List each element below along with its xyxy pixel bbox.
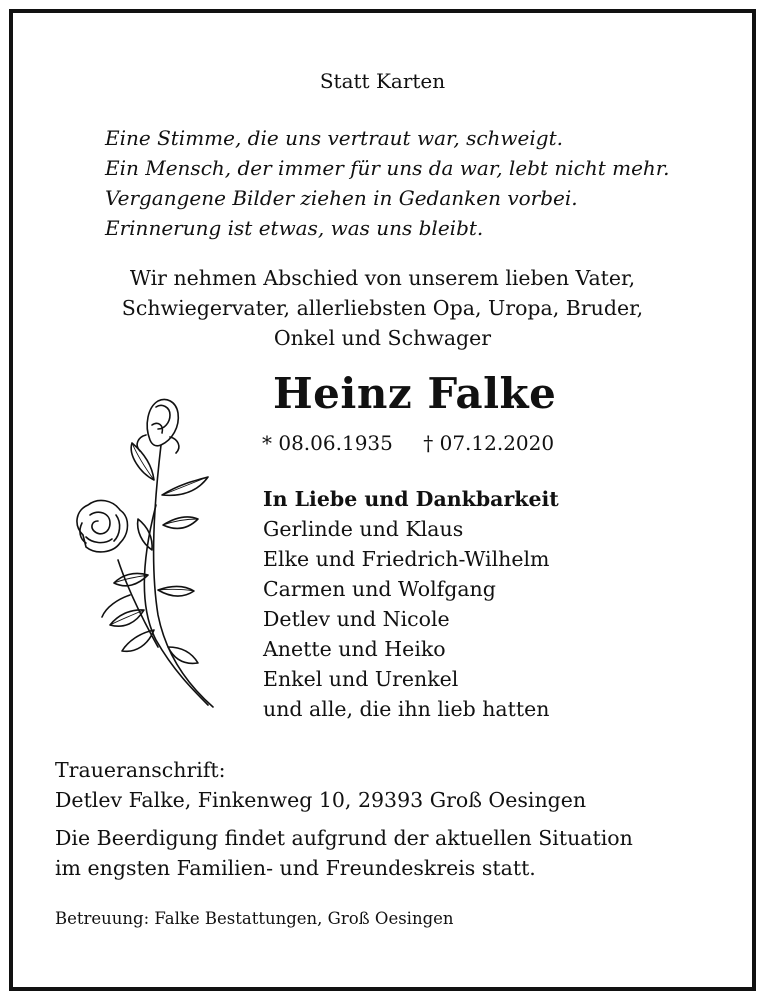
family-member: Gerlinde und Klaus: [263, 517, 464, 541]
obituary-notice: [9, 9, 756, 991]
family-member: Enkel und Urenkel: [263, 667, 459, 691]
funeral-home-credit: Betreuung: Falke Bestattungen, Groß Oesingen: [55, 909, 454, 928]
family-member: Anette und Heiko: [263, 637, 446, 661]
poem-line: Erinnerung ist etwas, was uns bleibt.: [105, 216, 484, 240]
address-label: Traueranschrift:: [55, 758, 226, 782]
death-date: † 07.12.2020: [423, 431, 555, 455]
life-dates: [262, 431, 554, 455]
family-member: und alle, die ihn lieb hatten: [263, 697, 550, 721]
funeral-line: Die Beerdigung findet aufgrund der aktuellen Situation: [55, 826, 633, 850]
poem-line: Eine Stimme, die uns vertraut war, schweigt.: [105, 126, 563, 150]
family-member: Detlev und Nicole: [263, 607, 450, 631]
birth-date: * 08.06.1935: [262, 431, 393, 455]
intro-text: [13, 263, 752, 353]
poem-line: Vergangene Bilder ziehen in Gedanken vorbei.: [105, 186, 578, 210]
rose-drawing-icon: [58, 385, 218, 715]
mourning-address: [55, 755, 586, 815]
intro-line: Onkel und Schwager: [273, 326, 492, 350]
address-line: Detlev Falke, Finkenweg 10, 29393 Groß Oesingen: [55, 788, 587, 812]
family-heading: In Liebe und Dankbarkeit: [263, 487, 559, 511]
family-list: [263, 484, 559, 724]
intro-line: Schwiegervater, allerliebsten Opa, Uropa, Bruder,: [121, 296, 644, 320]
poem: [105, 123, 670, 243]
family-member: Carmen und Wolfgang: [263, 577, 496, 601]
header-statt-karten: Statt Karten: [319, 69, 446, 93]
funeral-notice: [55, 823, 633, 883]
intro-line: Wir nehmen Abschied von unserem lieben Vater,: [129, 266, 636, 290]
family-member: Elke und Friedrich-Wilhelm: [263, 547, 550, 571]
poem-line: Ein Mensch, der immer für uns da war, lebt nicht mehr.: [105, 156, 670, 180]
deceased-name: Heinz Falke: [273, 369, 557, 418]
funeral-line: im engsten Familien- und Freundeskreis statt.: [55, 856, 536, 880]
